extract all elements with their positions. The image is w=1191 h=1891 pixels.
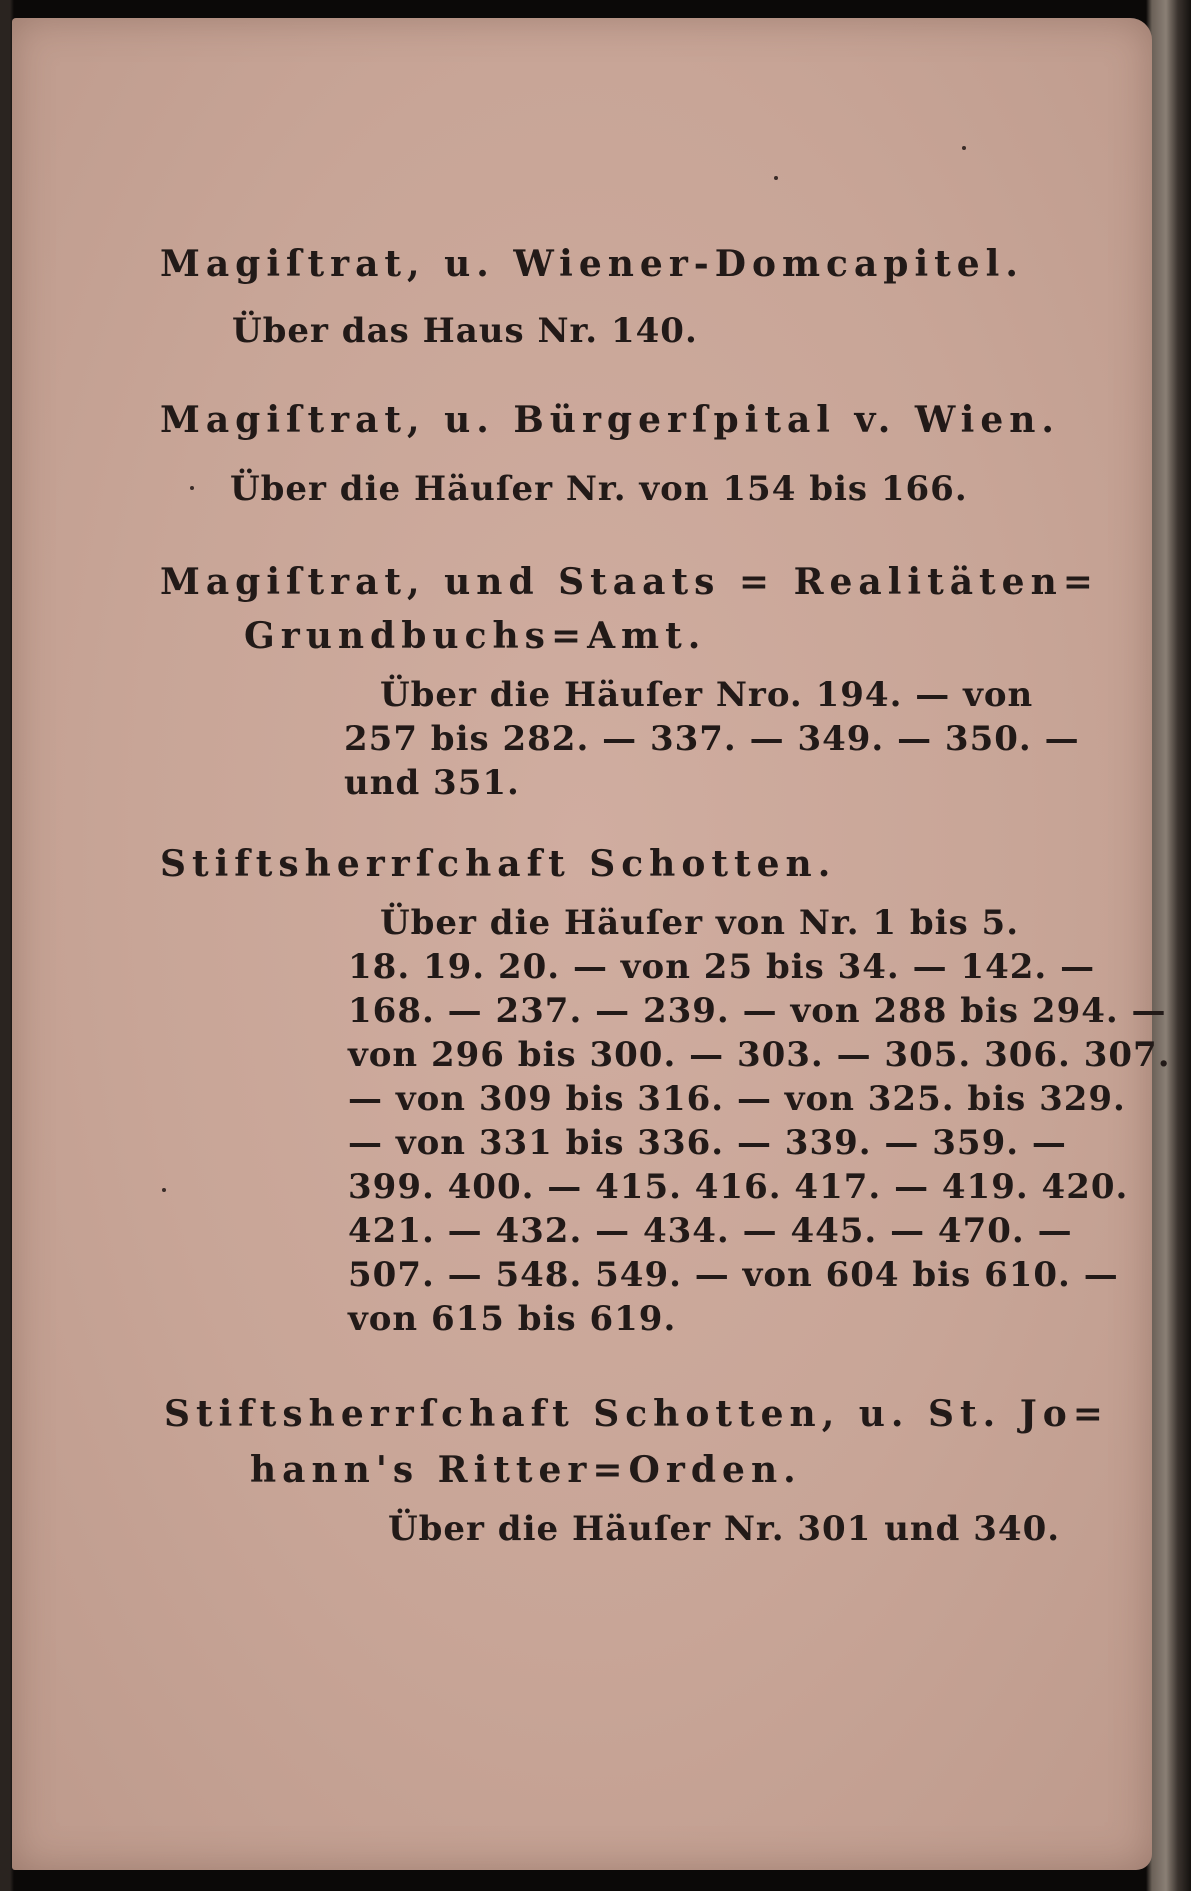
entry-body-line: Über die Häuſer Nr. von 154 bis 166. bbox=[230, 469, 968, 509]
entry-body-line: und 351. bbox=[344, 763, 520, 803]
book-page bbox=[12, 18, 1171, 1870]
entry-body-line: 507. — 548. 549. — von 604 bis 610. — bbox=[348, 1255, 1119, 1295]
entry-heading: Magiſtrat, u. Bürgerſpital v. Wien. bbox=[160, 399, 1060, 441]
paper-speck bbox=[774, 176, 778, 180]
entry-body-line: 421. — 432. — 434. — 445. — 470. — bbox=[348, 1211, 1073, 1251]
entry-body-line: — von 331 bis 336. — 339. — 359. — bbox=[348, 1123, 1067, 1163]
entry-body-line: Über die Häuſer von Nr. 1 bis 5. bbox=[380, 903, 1020, 943]
entry-heading: Grundbuchs=Amt. bbox=[244, 615, 707, 657]
paper-speck bbox=[962, 146, 966, 150]
paper-speck bbox=[162, 1188, 166, 1192]
entry-heading: hann's Ritter=Orden. bbox=[250, 1449, 802, 1491]
entry-body-line: — von 309 bis 316. — von 325. bis 329. bbox=[348, 1079, 1126, 1119]
entry-body-line: 399. 400. — 415. 416. 417. — 419. 420. bbox=[348, 1167, 1129, 1207]
paper-speck bbox=[190, 486, 194, 490]
entry-body-line: Über die Häuſer Nro. 194. — von bbox=[380, 675, 1034, 715]
entry-body-line: von 615 bis 619. bbox=[348, 1299, 677, 1339]
entry-body-line: Über die Häuſer Nr. 301 und 340. bbox=[388, 1509, 1061, 1549]
entry-heading: Magiſtrat, u. Wiener-Domcapitel. bbox=[160, 243, 1024, 285]
entry-body-line: von 296 bis 300. — 303. — 305. 306. 307. bbox=[348, 1035, 1171, 1075]
entry-heading: Magiſtrat, und Staats = Realitäten= bbox=[160, 561, 1099, 603]
entry-heading: Stiftsherrſchaft Schotten. bbox=[160, 843, 837, 885]
entry-heading: Stiftsherrſchaft Schotten, u. St. Jo= bbox=[164, 1393, 1109, 1435]
entry-body-line: 168. — 237. — 239. — von 288 bis 294. — bbox=[348, 991, 1167, 1031]
page-content bbox=[12, 18, 1171, 1870]
entry-body-line: 18. 19. 20. — von 25 bis 34. — 142. — bbox=[348, 947, 1096, 987]
entry-body-line: 257 bis 282. — 337. — 349. — 350. — bbox=[344, 719, 1080, 759]
entry-body-line: Über das Haus Nr. 140. bbox=[232, 311, 698, 351]
